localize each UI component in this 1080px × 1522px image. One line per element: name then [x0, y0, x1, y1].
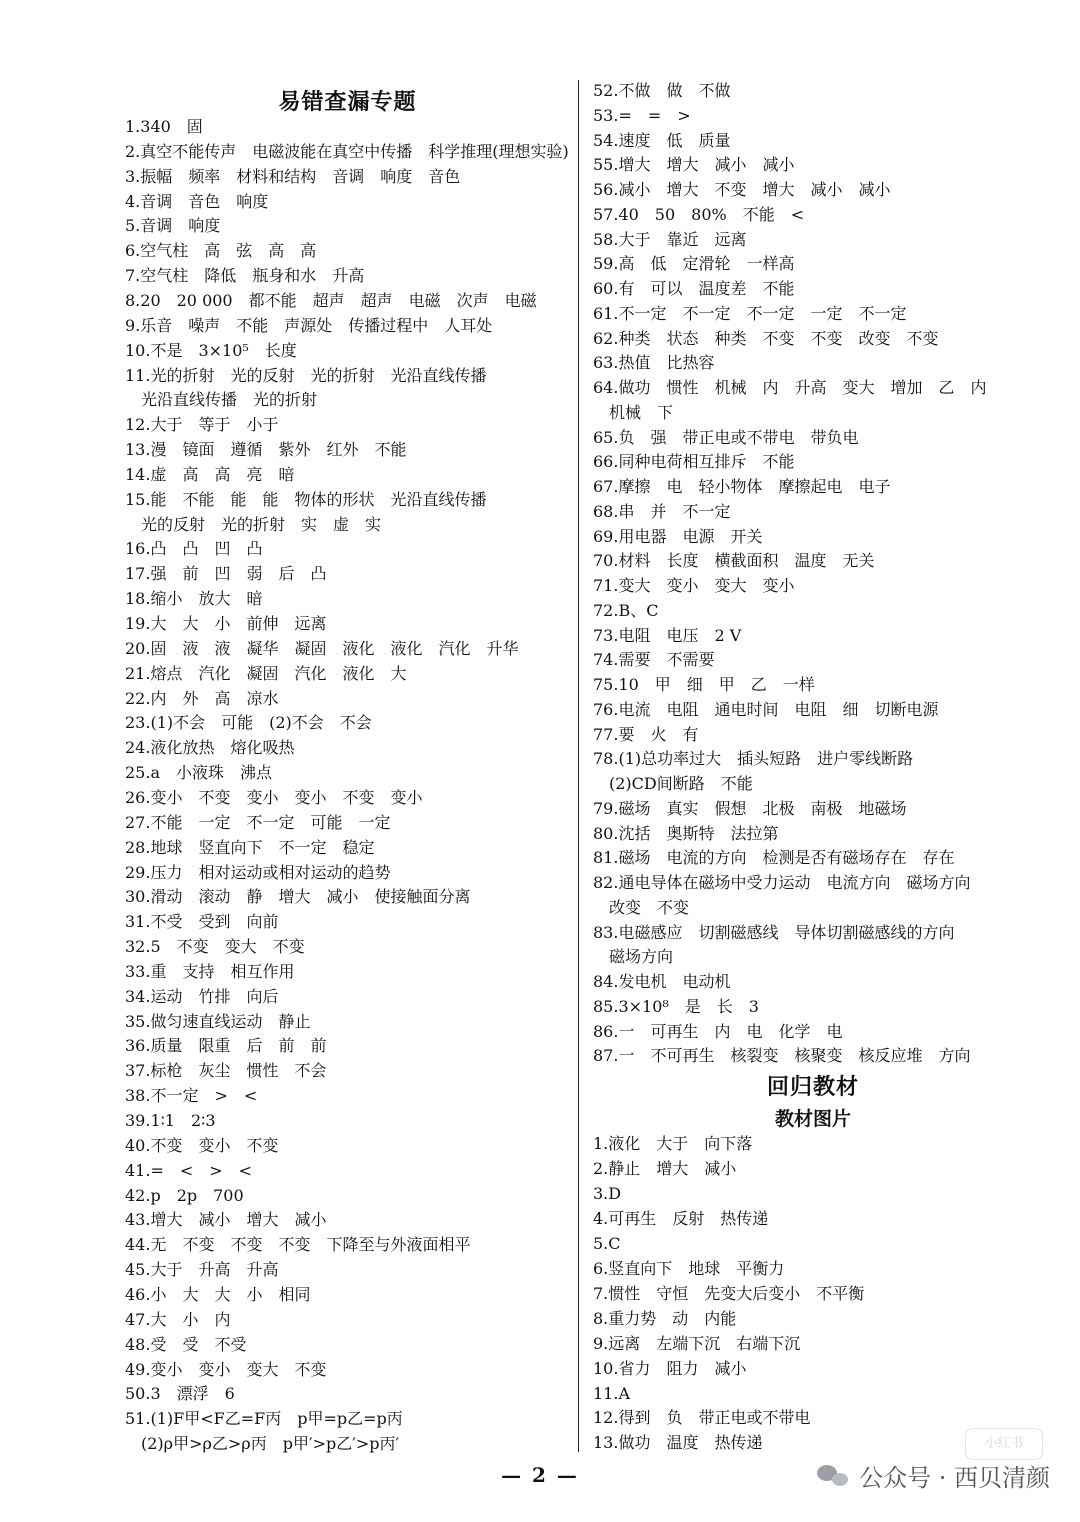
- section-subtitle-textbook-images: 教材图片: [774, 1108, 851, 1130]
- answer-line: 79.磁场 真实 假想 北极 南极 地磁场: [593, 798, 907, 818]
- answer-line: 5.音调 响度: [125, 216, 221, 236]
- answer-line: 5.C: [593, 1233, 621, 1253]
- answer-line: 75.10 甲 细 甲 乙 一样: [593, 675, 815, 694]
- answer-line: 1.液化 大于 向下落: [593, 1134, 753, 1153]
- answer-line: 7.惯性 守恒 先变大后变小 不平衡: [593, 1283, 865, 1303]
- answer-line: 76.电流 电阻 通电时间 电阻 细 切断电源: [593, 699, 939, 719]
- answer-line: 14.虚 高 高 亮 暗: [125, 464, 295, 484]
- answer-line: 30.滑动 滚动 静 增大 减小 使接触面分离: [125, 887, 471, 907]
- answer-line: 67.摩擦 电 轻小物体 摩擦起电 电子: [593, 477, 891, 496]
- section-title-errors: 易错查漏专题: [278, 89, 417, 115]
- answer-line: 47.大 小 内: [125, 1309, 231, 1329]
- wechat-watermark: [817, 1458, 1050, 1493]
- answer-line: 1.340 固: [125, 117, 203, 136]
- answer-line: 42.p 2p 700: [125, 1185, 244, 1205]
- answer-line: 9.乐音 噪声 不能 声源处 传播过程中 人耳处: [125, 315, 493, 335]
- answer-line: 33.重 支持 相互作用: [125, 961, 295, 981]
- answer-line: 37.标枪 灰尘 惯性 不会: [125, 1061, 327, 1081]
- answer-line: 6.竖直向下 地球 平衡力: [593, 1258, 785, 1278]
- answer-line: 45.大于 升高 升高: [125, 1260, 279, 1280]
- answer-line: 55.增大 增大 减小 减小: [593, 155, 795, 175]
- answer-line: 64.做功 惯性 机械 内 升高 变大 增加 乙 内: [593, 378, 987, 397]
- answer-line: 10.不是 3×10⁵ 长度: [125, 340, 297, 360]
- answer-line: 65.负 强 带正电或不带电 带负电: [593, 427, 859, 447]
- answer-line: 78.(1)总功率过大 插头短路 进户零线断路: [593, 749, 914, 769]
- answer-line: 12.得到 负 带正电或不带电: [593, 1408, 811, 1428]
- answer-line: 44.无 不变 不变 不变 下降至与外液面相平: [125, 1235, 471, 1255]
- answer-line: 24.液化放热 熔化吸热: [125, 738, 295, 758]
- answer-line: 6.空气柱 高 弦 高 高: [125, 241, 317, 261]
- answer-line: 87.一 不可再生 核裂变 核聚变 核反应堆 方向: [593, 1046, 971, 1066]
- answer-line: 50.3 漂浮 6: [125, 1384, 235, 1404]
- answer-line: 机械 下: [593, 402, 674, 422]
- answer-line: 40.不变 变小 不变: [125, 1135, 279, 1155]
- answer-line: 41.= < > <: [125, 1160, 253, 1180]
- answer-line: 13.漫 镜面 遵循 紫外 红外 不能: [125, 440, 407, 460]
- answer-line: 39.1∶1 2∶3: [125, 1111, 216, 1130]
- answer-line: 改变 不变: [593, 897, 690, 917]
- answer-line: 35.做匀速直线运动 静止: [125, 1011, 311, 1031]
- answer-line: 83.电磁感应 切割磁感线 导体切割磁感线的方向: [593, 922, 955, 942]
- answer-line: 51.(1)F甲<F乙=F丙 p甲=p乙=p丙: [125, 1409, 403, 1429]
- answer-line: 4.音调 音色 响度: [125, 191, 269, 211]
- answer-line: 36.质量 限重 后 前 前: [125, 1036, 327, 1056]
- section-title-textbook: 回归教材: [766, 1074, 859, 1100]
- answer-line: 12.大于 等于 小于: [125, 415, 279, 435]
- answer-line: (2)CD间断路 不能: [593, 774, 753, 793]
- answer-line: (2)ρ甲>ρ乙>ρ丙 p甲′>p乙′>p丙′: [125, 1434, 400, 1454]
- answer-line: 31.不受 受到 向前: [125, 912, 279, 932]
- answer-line: 59.高 低 定滑轮 一样高: [593, 254, 795, 274]
- answer-line: 13.做功 温度 热传递: [593, 1433, 763, 1453]
- answer-line: 86.一 可再生 内 电 化学 电: [593, 1021, 843, 1041]
- answer-line: 2.真空不能传声 电磁波能在真空中传播 科学推理(理想实验): [125, 141, 569, 161]
- left-column: [125, 0, 570, 1460]
- answer-line: 光沿直线传播 光的折射: [125, 390, 318, 410]
- answer-line: 3.D: [593, 1183, 622, 1203]
- answer-line: 73.电阻 电压 2 V: [593, 625, 742, 645]
- answer-line: 8.重力势 动 内能: [593, 1308, 737, 1328]
- answer-line: 81.磁场 电流的方向 检测是否有磁场存在 存在: [593, 848, 955, 868]
- answer-line: 光的反射 光的折射 实 虚 实: [125, 514, 382, 534]
- answer-line: 16.凸 凸 凹 凸: [125, 539, 263, 559]
- right-column: [593, 0, 1063, 1460]
- answer-line: 8.20 20 000 都不能 超声 超声 电磁 次声 电磁: [125, 290, 537, 310]
- page-number: — 2 —: [501, 1463, 579, 1487]
- answer-line: 21.熔点 汽化 凝固 汽化 液化 大: [125, 663, 407, 683]
- answer-line: 85.3×10⁸ 是 长 3: [593, 996, 759, 1016]
- answer-line: 43.增大 减小 增大 减小: [125, 1210, 327, 1230]
- answer-line: 11.A: [593, 1383, 630, 1403]
- stamp-watermark: 小红书: [965, 1428, 1043, 1460]
- answer-line: 53.= = >: [593, 105, 691, 125]
- answer-line: 22.内 外 高 凉水: [125, 688, 279, 708]
- answer-line: 56.减小 增大 不变 增大 减小 减小: [593, 180, 891, 199]
- answer-line: 23.(1)不会 可能 (2)不会 不会: [125, 713, 372, 733]
- answer-line: 28.地球 竖直向下 不一定 稳定: [125, 837, 375, 857]
- answer-line: 7.空气柱 降低 瓶身和水 升高: [125, 266, 365, 286]
- answer-line: 54.速度 低 质量: [593, 130, 731, 150]
- answer-line: 26.变小 不变 变小 变小 不变 变小: [125, 787, 423, 807]
- answer-line: 9.远离 左端下沉 右端下沉: [593, 1333, 801, 1353]
- answer-line: 10.省力 阻力 减小: [593, 1358, 747, 1378]
- answer-line: 4.可再生 反射 热传递: [593, 1208, 769, 1228]
- answer-line: 32.5 不变 变大 不变: [125, 937, 305, 957]
- answer-line: 29.压力 相对运动或相对运动的趋势: [125, 862, 391, 882]
- answer-line: 71.变大 变小 变大 变小: [593, 576, 795, 595]
- answer-line: 46.小 大 大 小 相同: [125, 1284, 311, 1304]
- answer-line: 18.缩小 放大 暗: [125, 589, 263, 609]
- answer-line: 19.大 大 小 前伸 远离: [125, 614, 327, 633]
- answer-line: 63.热值 比热容: [593, 353, 715, 373]
- answer-line: 80.沈括 奥斯特 法拉第: [593, 823, 779, 843]
- answer-line: 49.变小 变小 变大 不变: [125, 1359, 327, 1379]
- answer-line: 27.不能 一定 不一定 可能 一定: [125, 812, 391, 832]
- answer-line: 77.要 火 有: [593, 724, 699, 744]
- answer-line: 74.需要 不需要: [593, 650, 715, 670]
- answer-line: 3.振幅 频率 材料和结构 音调 响度 音色: [125, 166, 461, 186]
- answer-line: 66.同种电荷相互排斥 不能: [593, 452, 795, 472]
- answer-line: 48.受 受 不受: [125, 1334, 247, 1354]
- answer-line: 17.强 前 凹 弱 后 凸: [125, 564, 327, 584]
- column-divider: [578, 80, 579, 1452]
- answer-line: 15.能 不能 能 能 物体的形状 光沿直线传播: [125, 489, 487, 509]
- answer-line: 20.固 液 液 凝华 凝固 液化 液化 汽化 升华: [125, 638, 519, 658]
- answer-line: 61.不一定 不一定 不一定 一定 不一定: [593, 303, 907, 323]
- answer-line: 磁场方向: [593, 947, 674, 967]
- answer-line: 84.发电机 电动机: [593, 972, 731, 991]
- answer-line: 68.串 并 不一定: [593, 501, 731, 521]
- answer-line: 11.光的折射 光的反射 光的折射 光沿直线传播: [125, 365, 487, 385]
- answer-line: 62.种类 状态 种类 不变 不变 改变 不变: [593, 328, 939, 348]
- answer-line: 52.不做 做 不做: [593, 81, 731, 100]
- answer-line: 34.运动 竹排 向后: [125, 986, 279, 1006]
- answer-line: 2.静止 增大 减小: [593, 1158, 737, 1178]
- wechat-icon: [817, 1463, 851, 1489]
- watermark-text: 公众号 · 西贝清颜: [859, 1464, 1050, 1492]
- answer-line: 72.B、C: [593, 600, 659, 620]
- answer-line: 38.不一定 > <: [125, 1086, 258, 1106]
- answer-line: 70.材料 长度 横截面积 温度 无关: [593, 551, 875, 571]
- answer-line: 69.用电器 电源 开关: [593, 526, 763, 546]
- answer-line: 82.通电导体在磁场中受力运动 电流方向 磁场方向: [593, 873, 971, 892]
- answer-line: 60.有 可以 温度差 不能: [593, 279, 795, 298]
- answer-line: 58.大于 靠近 远离: [593, 229, 747, 249]
- answer-line: 25.a 小液珠 沸点: [125, 763, 272, 783]
- answer-line: 57.40 50 80% 不能 <: [593, 204, 805, 224]
